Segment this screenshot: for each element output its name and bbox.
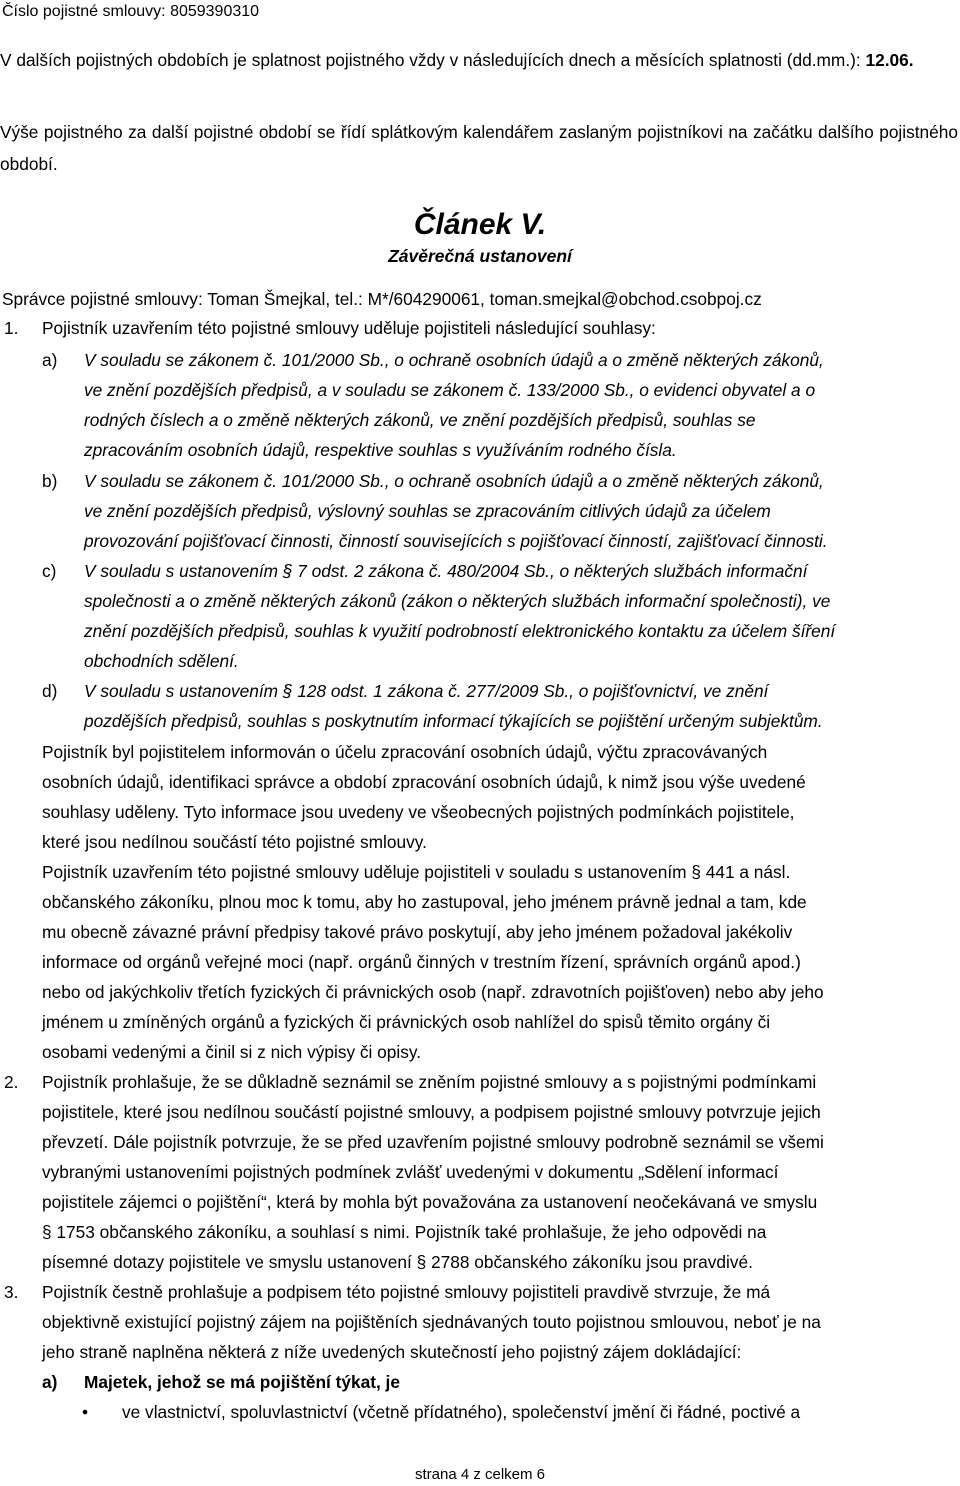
consent-info-line: Pojistník byl pojistitelem informován o účelu zpracování osobních údajů, výčtu zpracovávaných: [42, 742, 768, 762]
consent-info-line: souhlasy uděleny. Tyto informace jsou uvedeny ve všeobecných pojistných podmínkách pojistitele,: [42, 802, 795, 822]
item-3-line: jeho straně naplněna některá z níže uvedených skutečností jeho pojistný zájem dokládající:: [42, 1342, 742, 1362]
power-of-attorney-line: nebo od jakýchkoliv třetích fyzických či právnických osob (např. zdravotních pojišťoven) nebo aby jeho: [42, 982, 824, 1002]
item-3-line: objektivně existující pojistný zájem na pojištěních sjednávaných touto pojistnou smlouvou, neboť je na: [42, 1312, 821, 1332]
item-3a-letter: a): [42, 1372, 58, 1392]
item-3-line: Pojistník čestně prohlašuje a podpisem této pojistné smlouvy pojistiteli pravdivě stvrzuje, že má: [42, 1282, 771, 1302]
item-3-number: 3.: [4, 1282, 19, 1302]
item-3a-heading: Majetek, jehož se má pojištění týkat, je: [84, 1372, 400, 1392]
item-2-line: pojistitele, které jsou nedílnou součástí pojistné smlouvy, a podpisem pojistné smlouvy potvrzuje jejich: [42, 1102, 821, 1122]
item-1a-line: V souladu se zákonem č. 101/2000 Sb., o ochraně osobních údajů a o změně některých zákonů,: [84, 350, 824, 370]
article-title: Článek V.: [413, 208, 547, 241]
item-2-line: vybranými ustanoveními pojistných podmínek zvlášť uvedenými v dokumentu „Sdělení informací: [42, 1162, 779, 1182]
due-dates-paragraph: [0, 44, 958, 76]
item-1b-line: provozování pojišťovací činnosti, činností souvisejících s pojišťovací činností, zajišťovací činnosti.: [84, 531, 828, 551]
item-2-line: pojistitele zájemci o pojištění“, která by mohla být považována za ustanovení neočekávaná ve smyslu: [42, 1192, 818, 1212]
item-1-number: 1.: [4, 318, 19, 338]
item-2-line: převzetí. Dále pojistník potvrzuje, že se před uzavřením pojistné smlouvy podrobně seznámil se všemi: [42, 1132, 824, 1152]
item-1b-line: ve znění pozdějších předpisů, výslovný souhlas se zpracováním citlivých údajů za účelem: [84, 501, 771, 521]
item-1a-line: ve znění pozdějších předpisů, a v souladu se zákonem č. 133/2000 Sb., o evidenci obyvatel a o: [84, 380, 816, 400]
power-of-attorney-line: informace od orgánů veřejné moci (např. orgánů činných v trestním řízení, správních orgánů apod.): [42, 952, 801, 972]
item-1b-letter: b): [42, 471, 58, 491]
item-2-line: Pojistník prohlašuje, že se důkladně seznámil se zněním pojistné smlouvy a s pojistnými podmínkami: [42, 1072, 817, 1092]
due-dates-text: V dalších pojistných obdobích je splatnost pojistného vždy v následujících dnech a měsících splatnosti (dd.mm.):: [0, 50, 861, 70]
item-1a-line: zpracováním osobních údajů, respektive souhlas s využíváním rodného čísla.: [84, 440, 677, 460]
consent-info-line: které jsou nedílnou součástí této pojistné smlouvy.: [42, 832, 427, 852]
item-1-text: Pojistník uzavřením této pojistné smlouvy uděluje pojistiteli následující souhlasy:: [42, 318, 656, 338]
item-1a-line: rodných číslech a o změně některých zákonů, ve znění pozdějších předpisů, souhlas se: [84, 410, 756, 430]
power-of-attorney-line: občanského zákoníku, plnou moc k tomu, aby ho zastupoval, jeho jménem právně jednal a tam, kde: [42, 892, 807, 912]
item-2-line: § 1753 občanského zákoníku, a souhlasí s nimi. Pojistník také prohlašuje, že jeho odpovědi na: [42, 1222, 767, 1242]
item-1d-letter: d): [42, 681, 58, 701]
due-date-value: 12.06.: [865, 50, 914, 70]
item-2-number: 2.: [4, 1072, 19, 1092]
article-subtitle: Závěrečná ustanovení: [388, 246, 572, 266]
page-footer: strana 4 z celkem 6: [414, 1466, 546, 1483]
power-of-attorney-line: Pojistník uzavřením této pojistné smlouvy uděluje pojistiteli v souladu s ustanovením § 441 a násl.: [42, 862, 791, 882]
item-1c-line: znění pozdějších předpisů, souhlas k využití podrobností elektronického kontaktu za účelem šíření: [84, 621, 836, 641]
item-1d-line: V souladu s ustanovením § 128 odst. 1 zákona č. 277/2009 Sb., o pojišťovnictví, ve znění: [84, 681, 769, 701]
power-of-attorney-line: jménem u zmíněných orgánů a fyzických či právnických osob nahlížel do spisů těmito orgány či: [42, 1012, 771, 1032]
item-1c-line: V souladu s ustanovením § 7 odst. 2 zákona č. 480/2004 Sb., o některých službách informační: [84, 561, 808, 581]
power-of-attorney-line: mu obecně závazné právní předpisy takové právo poskytují, aby jeho jménem požadoval jakékoliv: [42, 922, 793, 942]
premium-paragraph: Výše pojistného za další pojistné období se řídí splátkovým kalendářem zaslaným pojistníkovi na začátku dalšího pojistného období.: [0, 122, 958, 174]
item-2-line: písemné dotazy pojistitele ve smyslu ustanovení § 2788 občanského zákoníku jsou pravdivé.: [42, 1252, 753, 1272]
item-1a-letter: a): [42, 350, 58, 370]
item-1c-line: obchodních sdělení.: [84, 651, 239, 671]
item-1c-line: společnosti a o změně některých zákonů (zákon o některých službách informační společnosti), ve: [84, 591, 831, 611]
bullet-icon: •: [82, 1402, 89, 1422]
policy-number-header: Číslo pojistné smlouvy: 8059390310: [2, 3, 260, 20]
item-3a-bullet-text: ve vlastnictví, spoluvlastnictví (včetně přídatného), společenství jmění či řádné, poctivé a: [122, 1402, 801, 1422]
item-1b-line: V souladu se zákonem č. 101/2000 Sb., o ochraně osobních údajů a o změně některých zákonů,: [84, 471, 824, 491]
consent-info-line: osobních údajů, identifikaci správce a období zpracování osobních údajů, k nimž jsou výše uvedené: [42, 772, 806, 792]
policy-administrator: Správce pojistné smlouvy: Toman Šmejkal, tel.: M*/604290061, toman.smejkal@obchod.csobpoj.cz: [2, 289, 762, 309]
power-of-attorney-line: osobami vedenými a činil si z nich výpisy či opisy.: [42, 1042, 422, 1062]
item-1d-line: pozdějších předpisů, souhlas s poskytnutím informací týkajících se pojištění určeným subjektům.: [84, 711, 823, 731]
item-1c-letter: c): [42, 561, 57, 581]
